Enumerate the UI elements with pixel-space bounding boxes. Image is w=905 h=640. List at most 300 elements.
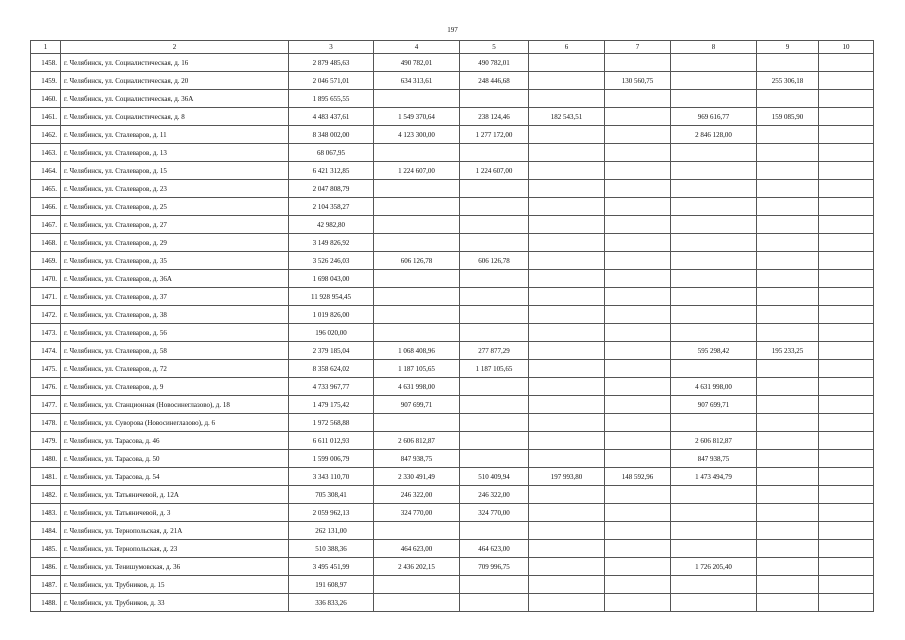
row-number: 1464. [31, 162, 61, 180]
value-cell [819, 432, 874, 450]
value-cell: 182 543,51 [529, 108, 605, 126]
value-cell [529, 360, 605, 378]
table-row [31, 360, 874, 378]
value-cell: 705 308,41 [289, 486, 374, 504]
value-cell [757, 360, 819, 378]
value-cell [374, 180, 460, 198]
value-cell [605, 162, 671, 180]
row-number: 1485. [31, 540, 61, 558]
value-cell [605, 522, 671, 540]
row-number: 1459. [31, 72, 61, 90]
value-cell: 2 104 358,27 [289, 198, 374, 216]
value-cell: 195 233,25 [757, 342, 819, 360]
value-cell [529, 270, 605, 288]
value-cell [529, 234, 605, 252]
value-cell [757, 324, 819, 342]
value-cell [529, 252, 605, 270]
value-cell [460, 90, 529, 108]
value-cell [529, 216, 605, 234]
value-cell [529, 306, 605, 324]
table-row [31, 378, 874, 396]
value-cell: 2 606 812,87 [671, 432, 757, 450]
value-cell [605, 108, 671, 126]
value-cell: 634 313,61 [374, 72, 460, 90]
row-number: 1471. [31, 288, 61, 306]
address-cell: г. Челябинск, ул. Социалистическая, д. 36А [61, 90, 289, 108]
value-cell [671, 72, 757, 90]
value-cell [460, 216, 529, 234]
value-cell [819, 378, 874, 396]
row-number: 1483. [31, 504, 61, 522]
table-row [31, 450, 874, 468]
value-cell [460, 414, 529, 432]
value-cell [605, 126, 671, 144]
value-cell: 42 982,80 [289, 216, 374, 234]
row-number: 1487. [31, 576, 61, 594]
value-cell [671, 522, 757, 540]
value-cell [671, 486, 757, 504]
value-cell [529, 396, 605, 414]
table-row [31, 126, 874, 144]
address-cell: г. Челябинск, ул. Татьяничевой, д. 3 [61, 504, 289, 522]
value-cell [819, 360, 874, 378]
value-cell [819, 558, 874, 576]
column-header: 8 [671, 41, 757, 54]
value-cell [671, 324, 757, 342]
column-header: 3 [289, 41, 374, 54]
value-cell: 4 733 967,77 [289, 378, 374, 396]
row-number: 1480. [31, 450, 61, 468]
table-row [31, 108, 874, 126]
value-cell [757, 252, 819, 270]
value-cell: 969 616,77 [671, 108, 757, 126]
row-number: 1460. [31, 90, 61, 108]
value-cell [605, 486, 671, 504]
value-cell [819, 270, 874, 288]
value-cell [605, 216, 671, 234]
table-row [31, 162, 874, 180]
value-cell: 1 972 568,88 [289, 414, 374, 432]
value-cell [819, 504, 874, 522]
value-cell [374, 594, 460, 612]
address-cell: г. Челябинск, ул. Сталеваров, д. 23 [61, 180, 289, 198]
row-number: 1461. [31, 108, 61, 126]
value-cell [605, 54, 671, 72]
value-cell [671, 216, 757, 234]
column-header: 6 [529, 41, 605, 54]
table-row [31, 576, 874, 594]
value-cell [819, 576, 874, 594]
table-row [31, 540, 874, 558]
table-row [31, 486, 874, 504]
value-cell [529, 162, 605, 180]
value-cell [374, 576, 460, 594]
value-cell: 148 592,96 [605, 468, 671, 486]
value-cell [671, 54, 757, 72]
value-cell: 1 549 370,64 [374, 108, 460, 126]
value-cell [529, 378, 605, 396]
value-cell [757, 504, 819, 522]
value-cell [374, 198, 460, 216]
value-cell [529, 126, 605, 144]
value-cell: 2 047 808,79 [289, 180, 374, 198]
value-cell [460, 270, 529, 288]
table-row [31, 522, 874, 540]
value-cell [757, 270, 819, 288]
value-cell: 197 993,80 [529, 468, 605, 486]
address-cell: г. Челябинск, ул. Сталеваров, д. 29 [61, 234, 289, 252]
value-cell [605, 414, 671, 432]
value-cell [671, 414, 757, 432]
column-header: 10 [819, 41, 874, 54]
value-cell [819, 72, 874, 90]
value-cell [757, 288, 819, 306]
value-cell: 1 473 494,79 [671, 468, 757, 486]
value-cell [757, 576, 819, 594]
value-cell [819, 180, 874, 198]
table-body [31, 54, 874, 612]
value-cell: 324 770,00 [374, 504, 460, 522]
value-cell [757, 558, 819, 576]
value-cell [757, 594, 819, 612]
table-row [31, 54, 874, 72]
row-number: 1458. [31, 54, 61, 72]
table-row [31, 90, 874, 108]
value-cell [529, 180, 605, 198]
address-cell: г. Челябинск, ул. Сталеваров, д. 13 [61, 144, 289, 162]
value-cell [757, 486, 819, 504]
value-cell [671, 144, 757, 162]
value-cell [529, 72, 605, 90]
value-cell: 2 059 962,13 [289, 504, 374, 522]
value-cell [819, 54, 874, 72]
value-cell [757, 396, 819, 414]
value-cell [819, 396, 874, 414]
value-cell [529, 450, 605, 468]
table-row [31, 234, 874, 252]
value-cell [374, 288, 460, 306]
value-cell [374, 306, 460, 324]
value-cell: 2 046 571,01 [289, 72, 374, 90]
row-number: 1473. [31, 324, 61, 342]
table-row [31, 324, 874, 342]
address-cell: г. Челябинск, ул. Сталеваров, д. 58 [61, 342, 289, 360]
value-cell [460, 324, 529, 342]
row-number: 1484. [31, 522, 61, 540]
value-cell [605, 540, 671, 558]
value-cell: 1 726 205,40 [671, 558, 757, 576]
value-cell [757, 234, 819, 252]
row-number: 1488. [31, 594, 61, 612]
address-cell: г. Челябинск, ул. Сталеваров, д. 25 [61, 198, 289, 216]
value-cell [460, 234, 529, 252]
table-row [31, 594, 874, 612]
value-cell [460, 450, 529, 468]
value-cell: 159 085,90 [757, 108, 819, 126]
value-cell [374, 522, 460, 540]
table-row [31, 180, 874, 198]
address-cell: г. Челябинск, ул. Тарасова, д. 46 [61, 432, 289, 450]
value-cell [819, 324, 874, 342]
value-cell [374, 234, 460, 252]
page-number: 197 [447, 26, 458, 34]
value-cell [460, 396, 529, 414]
value-cell [529, 54, 605, 72]
value-cell [374, 216, 460, 234]
value-cell [529, 504, 605, 522]
value-cell [605, 306, 671, 324]
value-cell [605, 432, 671, 450]
value-cell [671, 234, 757, 252]
value-cell [757, 54, 819, 72]
column-header: 7 [605, 41, 671, 54]
row-number: 1481. [31, 468, 61, 486]
table-row [31, 504, 874, 522]
value-cell [529, 522, 605, 540]
value-cell [605, 504, 671, 522]
value-cell [671, 576, 757, 594]
value-cell [819, 522, 874, 540]
value-cell: 196 020,00 [289, 324, 374, 342]
table-row [31, 432, 874, 450]
value-cell [671, 360, 757, 378]
value-cell [605, 180, 671, 198]
address-cell: г. Челябинск, ул. Татьяничевой, д. 12А [61, 486, 289, 504]
value-cell [529, 432, 605, 450]
value-cell [605, 144, 671, 162]
value-cell [605, 360, 671, 378]
address-cell: г. Челябинск, ул. Сталеваров, д. 11 [61, 126, 289, 144]
value-cell [819, 126, 874, 144]
value-cell: 1 895 655,55 [289, 90, 374, 108]
value-cell: 1 698 043,00 [289, 270, 374, 288]
value-cell [757, 468, 819, 486]
value-cell [605, 234, 671, 252]
address-cell: г. Челябинск, ул. Тернопольская, д. 21А [61, 522, 289, 540]
column-header: 1 [31, 41, 61, 54]
value-cell [605, 594, 671, 612]
column-header: 5 [460, 41, 529, 54]
table-row [31, 414, 874, 432]
value-cell [671, 288, 757, 306]
row-number: 1467. [31, 216, 61, 234]
row-number: 1486. [31, 558, 61, 576]
row-number: 1475. [31, 360, 61, 378]
value-cell [529, 90, 605, 108]
value-cell: 1 019 826,00 [289, 306, 374, 324]
value-cell [671, 90, 757, 108]
value-cell [460, 180, 529, 198]
value-cell [374, 324, 460, 342]
value-cell [819, 162, 874, 180]
address-cell: г. Челябинск, ул. Сталеваров, д. 72 [61, 360, 289, 378]
address-cell: г. Челябинск, ул. Сталеваров, д. 9 [61, 378, 289, 396]
value-cell [529, 324, 605, 342]
row-number: 1482. [31, 486, 61, 504]
value-cell: 907 699,71 [374, 396, 460, 414]
address-cell: г. Челябинск, ул. Тернопольская, д. 23 [61, 540, 289, 558]
address-cell: г. Челябинск, ул. Сталеваров, д. 56 [61, 324, 289, 342]
value-cell [460, 432, 529, 450]
row-number: 1474. [31, 342, 61, 360]
value-cell: 262 131,00 [289, 522, 374, 540]
value-cell: 248 446,68 [460, 72, 529, 90]
value-cell [757, 378, 819, 396]
row-number: 1470. [31, 270, 61, 288]
value-cell: 4 123 300,00 [374, 126, 460, 144]
value-cell [671, 198, 757, 216]
value-cell: 510 388,36 [289, 540, 374, 558]
value-cell [757, 126, 819, 144]
value-cell: 4 631 998,00 [374, 378, 460, 396]
value-cell [819, 540, 874, 558]
value-cell [374, 144, 460, 162]
value-cell [529, 576, 605, 594]
value-cell: 130 560,75 [605, 72, 671, 90]
value-cell [605, 90, 671, 108]
address-cell: г. Челябинск, ул. Трубников, д. 15 [61, 576, 289, 594]
value-cell: 2 879 485,63 [289, 54, 374, 72]
value-cell: 3 343 110,70 [289, 468, 374, 486]
row-number: 1468. [31, 234, 61, 252]
address-cell: г. Челябинск, ул. Тенишумовская, д. 36 [61, 558, 289, 576]
value-cell: 4 483 437,61 [289, 108, 374, 126]
value-cell [529, 540, 605, 558]
value-cell [757, 144, 819, 162]
value-cell [529, 342, 605, 360]
address-cell: г. Челябинск, ул. Тарасова, д. 54 [61, 468, 289, 486]
value-cell [529, 486, 605, 504]
value-cell [605, 252, 671, 270]
value-cell [671, 252, 757, 270]
value-cell: 336 833,26 [289, 594, 374, 612]
value-cell: 907 699,71 [671, 396, 757, 414]
value-cell [819, 216, 874, 234]
header-row [31, 41, 874, 54]
value-cell: 255 306,18 [757, 72, 819, 90]
value-cell: 1 224 607,00 [460, 162, 529, 180]
value-cell: 490 782,01 [460, 54, 529, 72]
value-cell [757, 162, 819, 180]
address-cell: г. Челябинск, ул. Сталеваров, д. 36А [61, 270, 289, 288]
value-cell [529, 414, 605, 432]
value-cell: 3 495 451,99 [289, 558, 374, 576]
address-cell: г. Челябинск, ул. Сталеваров, д. 37 [61, 288, 289, 306]
table-row [31, 216, 874, 234]
value-cell: 238 124,46 [460, 108, 529, 126]
row-number: 1463. [31, 144, 61, 162]
value-cell [757, 414, 819, 432]
value-cell: 3 526 246,03 [289, 252, 374, 270]
row-number: 1465. [31, 180, 61, 198]
value-cell: 8 358 624,02 [289, 360, 374, 378]
value-cell: 606 126,78 [460, 252, 529, 270]
value-cell [374, 270, 460, 288]
column-header: 9 [757, 41, 819, 54]
value-cell [374, 414, 460, 432]
value-cell [757, 450, 819, 468]
value-cell [605, 270, 671, 288]
register-table [30, 40, 874, 612]
table-row [31, 468, 874, 486]
address-cell: г. Челябинск, ул. Тарасова, д. 50 [61, 450, 289, 468]
value-cell [757, 90, 819, 108]
value-cell: 847 938,75 [374, 450, 460, 468]
row-number: 1478. [31, 414, 61, 432]
value-cell [529, 288, 605, 306]
value-cell [671, 540, 757, 558]
table-row [31, 252, 874, 270]
value-cell: 606 126,78 [374, 252, 460, 270]
value-cell [605, 396, 671, 414]
value-cell [529, 144, 605, 162]
value-cell: 324 770,00 [460, 504, 529, 522]
value-cell [819, 234, 874, 252]
row-number: 1472. [31, 306, 61, 324]
value-cell [757, 180, 819, 198]
value-cell: 3 149 826,92 [289, 234, 374, 252]
value-cell [757, 540, 819, 558]
value-cell [529, 558, 605, 576]
address-cell: г. Челябинск, ул. Станционная (Новосинеглазово), д. 18 [61, 396, 289, 414]
value-cell: 1 599 006,79 [289, 450, 374, 468]
value-cell: 11 928 954,45 [289, 288, 374, 306]
value-cell [819, 252, 874, 270]
value-cell [605, 288, 671, 306]
value-cell [757, 306, 819, 324]
value-cell [374, 90, 460, 108]
value-cell [757, 522, 819, 540]
value-cell [605, 342, 671, 360]
value-cell [460, 198, 529, 216]
value-cell [819, 288, 874, 306]
value-cell: 464 623,00 [374, 540, 460, 558]
value-cell: 2 379 185,04 [289, 342, 374, 360]
value-cell: 464 623,00 [460, 540, 529, 558]
value-cell: 2 330 491,49 [374, 468, 460, 486]
value-cell [605, 450, 671, 468]
value-cell [819, 144, 874, 162]
value-cell: 8 348 002,00 [289, 126, 374, 144]
table-row [31, 198, 874, 216]
value-cell [605, 198, 671, 216]
value-cell [460, 144, 529, 162]
value-cell [460, 576, 529, 594]
value-cell [671, 162, 757, 180]
table-row [31, 144, 874, 162]
address-cell: г. Челябинск, ул. Трубников, д. 33 [61, 594, 289, 612]
value-cell: 68 067,95 [289, 144, 374, 162]
value-cell [819, 306, 874, 324]
value-cell: 1 187 105,65 [460, 360, 529, 378]
address-cell: г. Челябинск, ул. Сталеваров, д. 15 [61, 162, 289, 180]
value-cell [819, 198, 874, 216]
table-row [31, 342, 874, 360]
value-cell: 191 608,97 [289, 576, 374, 594]
value-cell: 2 606 812,87 [374, 432, 460, 450]
value-cell: 246 322,00 [460, 486, 529, 504]
row-number: 1469. [31, 252, 61, 270]
address-cell: г. Челябинск, ул. Социалистическая, д. 20 [61, 72, 289, 90]
value-cell: 1 187 105,65 [374, 360, 460, 378]
value-cell [819, 414, 874, 432]
address-cell: г. Челябинск, ул. Социалистическая, д. 16 [61, 54, 289, 72]
value-cell [819, 108, 874, 126]
value-cell [605, 378, 671, 396]
value-cell [460, 594, 529, 612]
value-cell [819, 450, 874, 468]
value-cell [529, 198, 605, 216]
